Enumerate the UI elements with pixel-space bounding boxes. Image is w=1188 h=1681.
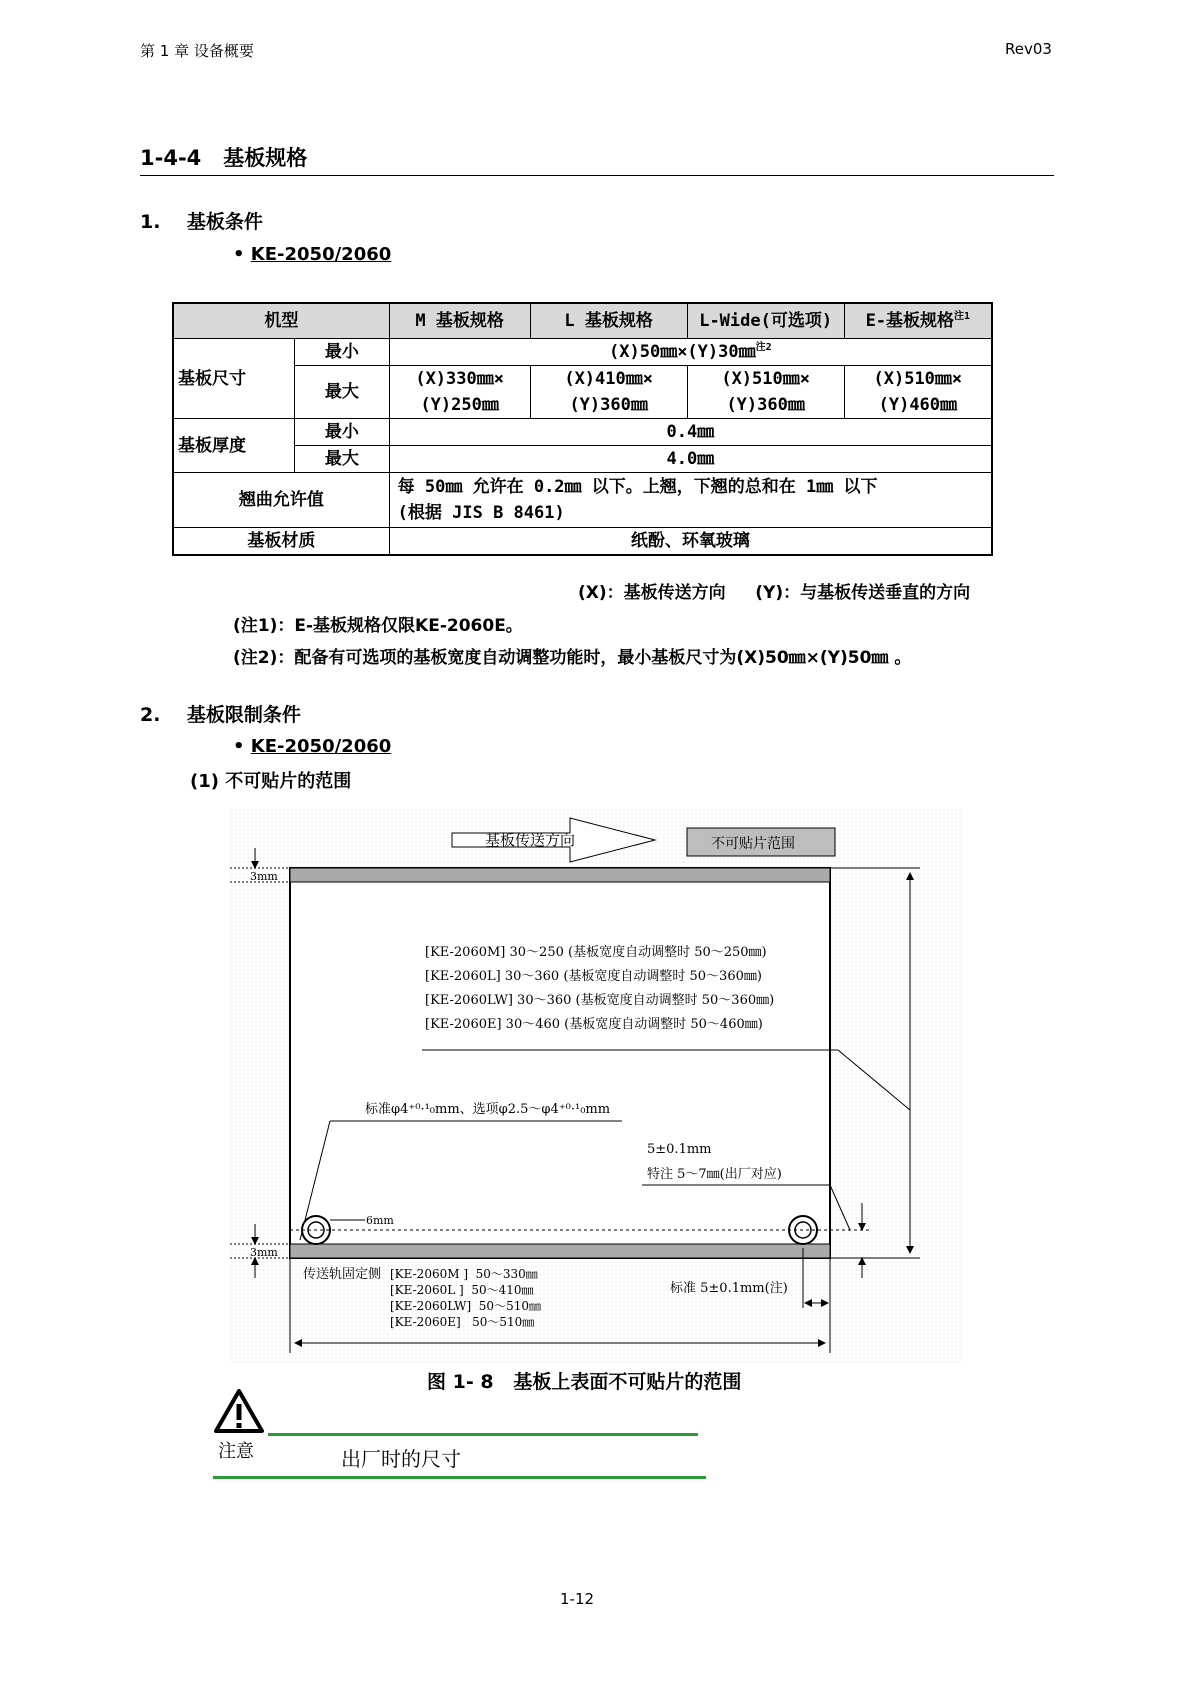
table-row [173,339,992,366]
th-e [844,303,992,339]
table-row [173,528,992,556]
x-range-e: [KE-2060E] 50～510㎜ [390,1315,535,1329]
page-number: 1-12 [560,1590,595,1608]
th-m: M 基板规格 [389,303,530,339]
size-max-lw [687,366,844,419]
bullet-dot: • [233,736,245,757]
warp-line1: 每 50㎜ 允许在 0.2㎜ 以下。上翘，下翘的总和在 1㎜ 以下 [397,477,878,497]
size-max-e [844,366,992,419]
th-e-label: E-基板规格 [865,311,955,331]
bullet-dot: • [233,244,245,265]
restriction-diagram [230,808,962,1363]
thick-min-value: 0.4㎜ [389,419,992,446]
th-e-note: 注1 [954,311,971,322]
y-range-lw: [KE-2060LW] 30～360 (基板宽度自动调整时 50～360㎜) [425,993,775,1008]
thick-label: 基板厚度 [173,419,295,473]
size-max-m-x: (X)330㎜× [415,369,504,389]
th-lw: L-Wide(可选项) [687,303,844,339]
size-min-text: (X)50㎜×(Y)30㎜ [609,342,756,362]
size-max-l [530,366,687,419]
arrow-label: 基板传送方向 [485,831,576,849]
caution-rule-top [268,1433,698,1436]
part1-heading: 1. 基板条件 [140,211,263,233]
revision-label: Rev03 [1005,40,1052,58]
part2-heading: 2. 基板限制条件 [140,704,301,726]
spec-table [172,302,993,556]
bottom-restricted-strip [290,1244,830,1258]
note-2: (注2)：配备有可选项的基板宽度自动调整功能时，最小基板尺寸为(X)50㎜×(Y)50㎜ 。 [233,648,912,668]
std-label: 标准 5±0.1mm(注) [670,1281,788,1296]
part2-sub: (1) 不可贴片的范围 [190,771,352,792]
y-range-m: [KE-2060M] 30～250 (基板宽度自动调整时 50～250㎜) [425,945,767,960]
th-l: L 基板规格 [530,303,687,339]
table-row [173,446,992,473]
top-restricted-strip [290,868,830,882]
board-outline [290,868,830,1258]
chapter-header: 第 1 章 设备概要 [140,42,254,60]
size-max-l-x: (X)410㎜× [564,369,653,389]
warp-label: 翘曲允许值 [173,473,389,528]
table-row [173,366,992,419]
size-max-m [389,366,530,419]
thick-min-label: 最小 [295,419,390,446]
size-label: 基板尺寸 [173,339,295,419]
warp-line2: (根据 JIS B 8461) [397,503,565,523]
size-min-note: 注2 [755,342,772,353]
legend-label: 不可贴片范围 [711,836,795,852]
material-label: 基板材质 [173,528,389,556]
size-max-label: 最大 [295,366,390,419]
thick-max-value: 4.0㎜ [389,446,992,473]
size-max-lw-y: (Y)360㎜ [726,395,805,415]
x-range-m: [KE-2060M ] 50～330㎜ [390,1267,538,1281]
section-rule [140,175,1054,176]
dim-3mm-top: 3mm [250,870,278,883]
size-max-e-x: (X)510㎜× [873,369,963,389]
th-model: 机型 [173,303,389,339]
hole-pos-2: 特注 5～7㎜(出厂对应) [647,1167,782,1182]
hole-pos-1: 5±0.1mm [647,1142,712,1157]
size-max-lw-x: (X)510㎜× [721,369,810,389]
caution-text: 出厂时的尺寸 [341,1447,461,1471]
warp-value [389,473,992,528]
y-range-e: [KE-2060E] 30～460 (基板宽度自动调整时 50～460㎜) [425,1017,763,1032]
table-header-row [173,303,992,339]
x-range-lw: [KE-2060LW] 50～510㎜ [390,1299,541,1313]
section-title: 1-4-4 基板规格 [140,146,308,170]
part2-bullet [233,736,391,757]
y-range-l: [KE-2060L] 30～360 (基板宽度自动调整时 50～360㎜) [425,969,762,984]
part1-model: KE-2050/2060 [250,244,392,265]
axis-note: (X)：基板传送方向 (Y)：与基板传送垂直的方向 [578,583,971,603]
part1-bullet [233,244,391,265]
part2-model: KE-2050/2060 [250,736,392,757]
size-max-l-y: (Y)360㎜ [569,395,648,415]
material-value: 纸酚、环氧玻璃 [389,528,992,556]
x-range-l: [KE-2060L ] 50～410㎜ [390,1283,534,1297]
dim-6mm: 6mm [366,1214,394,1227]
rail-label: 传送轨固定侧 [303,1267,382,1282]
warning-icon [213,1388,265,1434]
caution-label: 注意 [218,1441,254,1462]
table-row [173,419,992,446]
table-row [173,473,992,528]
figure-caption: 图 1- 8 基板上表面不可贴片的范围 [427,1371,742,1393]
caution-rule-bottom [213,1476,706,1479]
hole-spec: 标准φ4⁺⁰·¹₀mm、选项φ2.5～φ4⁺⁰·¹₀mm [365,1102,611,1117]
size-min-label: 最小 [295,339,390,366]
dim-3mm-bottom: 3mm [250,1246,278,1259]
note-1: (注1)：E-基板规格仅限KE-2060E。 [233,616,523,636]
thick-max-label: 最大 [295,446,390,473]
size-max-m-y: (Y)250㎜ [420,395,499,415]
size-min-value [389,339,992,366]
size-max-e-y: (Y)460㎜ [878,395,958,415]
